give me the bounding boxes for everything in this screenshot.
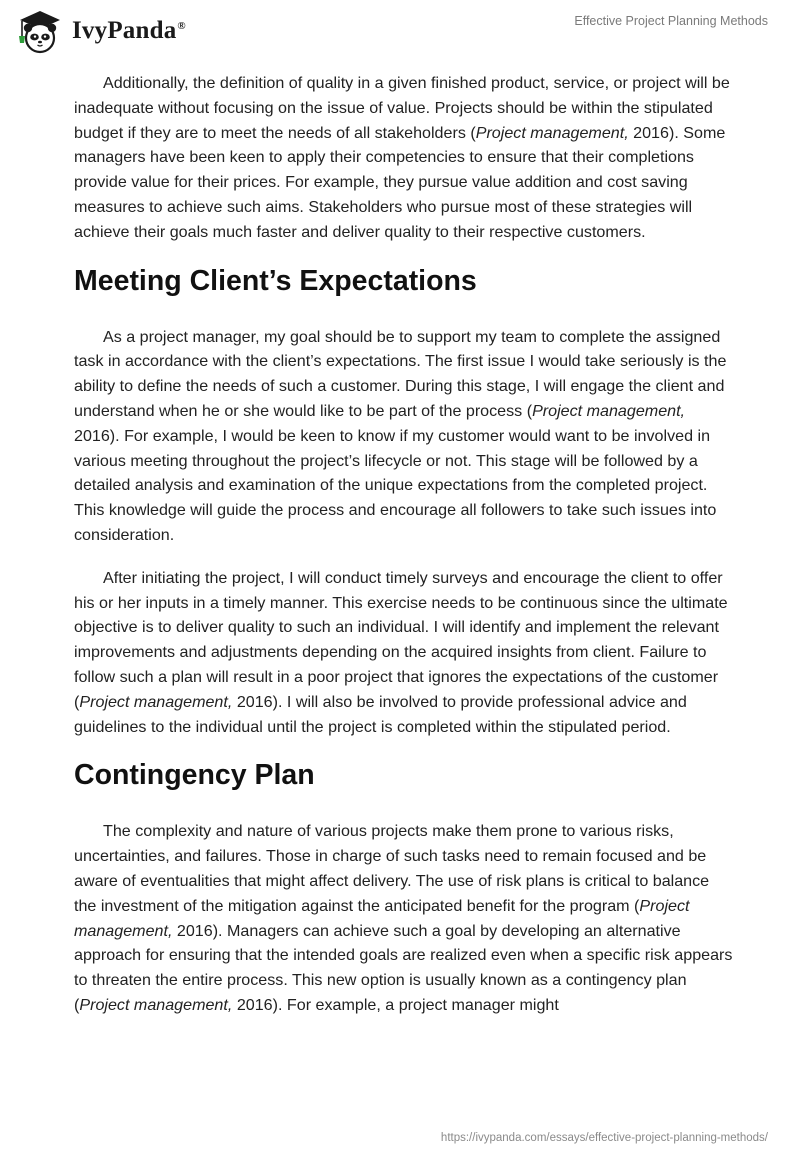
heading-meeting-clients-expectations: Meeting Client’s Expectations [74, 264, 477, 297]
page-header [0, 0, 800, 70]
essay-body [74, 71, 734, 1036]
paragraph-value: Additionally, the definition of quality in a given finished product, service, or project will be inadequate without focusing on the issue of value. Projects should be within the stipulated budget if they are to meet the needs of all stakeholders (Project management, 2016). Some managers have been keen to apply their competencies to ensure that their completions provide value for their prices. For example, they pursue value addition and cost saving measures to achieve such aims. Stakeholders who pursue most of these strategies will achieve their goals much faster and deliver quality to their respective customers. [74, 74, 730, 241]
citation: Project management, [79, 995, 233, 1014]
ivypanda-logo[interactable] [14, 8, 186, 54]
heading-contingency-plan: Contingency Plan [74, 759, 315, 792]
citation: Project management, [79, 692, 233, 711]
citation: Project management, [532, 401, 686, 420]
brand-name: IvyPanda® [72, 17, 186, 44]
paragraph-risks: The complexity and nature of various projects make them prone to various risks, uncertainties, and failures. Those in charge of such tasks need to remain focused and be aware of eventualities that might affect delivery. The use of risk plans is critical to balance the investment of the mitigation against the anticipated benefit for the program (Project management, 2016). Managers can achieve such a goal by developing an alternative approach for ensuring that the intended goals are realized even when a specific risk appears to threaten the entire process. This new option is usually known as a contingency plan (Project management, 2016). For example, a project manager might [74, 822, 733, 1014]
registered-mark: ® [177, 19, 186, 32]
source-url[interactable]: https://ivypanda.com/essays/effective-project-planning-methods/ [440, 1132, 768, 1144]
paragraph-client-goal: As a project manager, my goal should be to support my team to complete the assigned task in accordance with the client’s expectations. The first issue I would take seriously is the ability to define the needs of such a customer. During this stage, I will engage the client and understand when he or she would like to be part of the process (Project management, 2016). For example, I would be keen to know if my customer would want to be involved in various meeting throughout the project’s lifecycle or not. This stage will be followed by a detailed analysis and examination of the unique expectations from the completed project. This knowledge will guide the process and encourage all followers to take such issues into consideration. [74, 327, 727, 544]
paragraph-surveys: After initiating the project, I will conduct timely surveys and encourage the client to offer his or her inputs in a timely manner. This exercise needs to be continuous since the ultimate objective is to deliver quality to such an individual. I will identify and implement the relevant improvements and adjustments depending on the acquired insights from client. Failure to follow such a plan will result in a poor project that ignores the expectations of the customer (Project management, 2016). I will also be involved to provide professional advice and guidelines to the individual until the project is completed within the stipulated period. [74, 568, 728, 736]
panda-graduate-icon [14, 8, 66, 54]
citation: Project management, [74, 896, 690, 940]
citation: Project management, [475, 123, 629, 142]
document-title: Effective Project Planning Methods [574, 14, 768, 28]
